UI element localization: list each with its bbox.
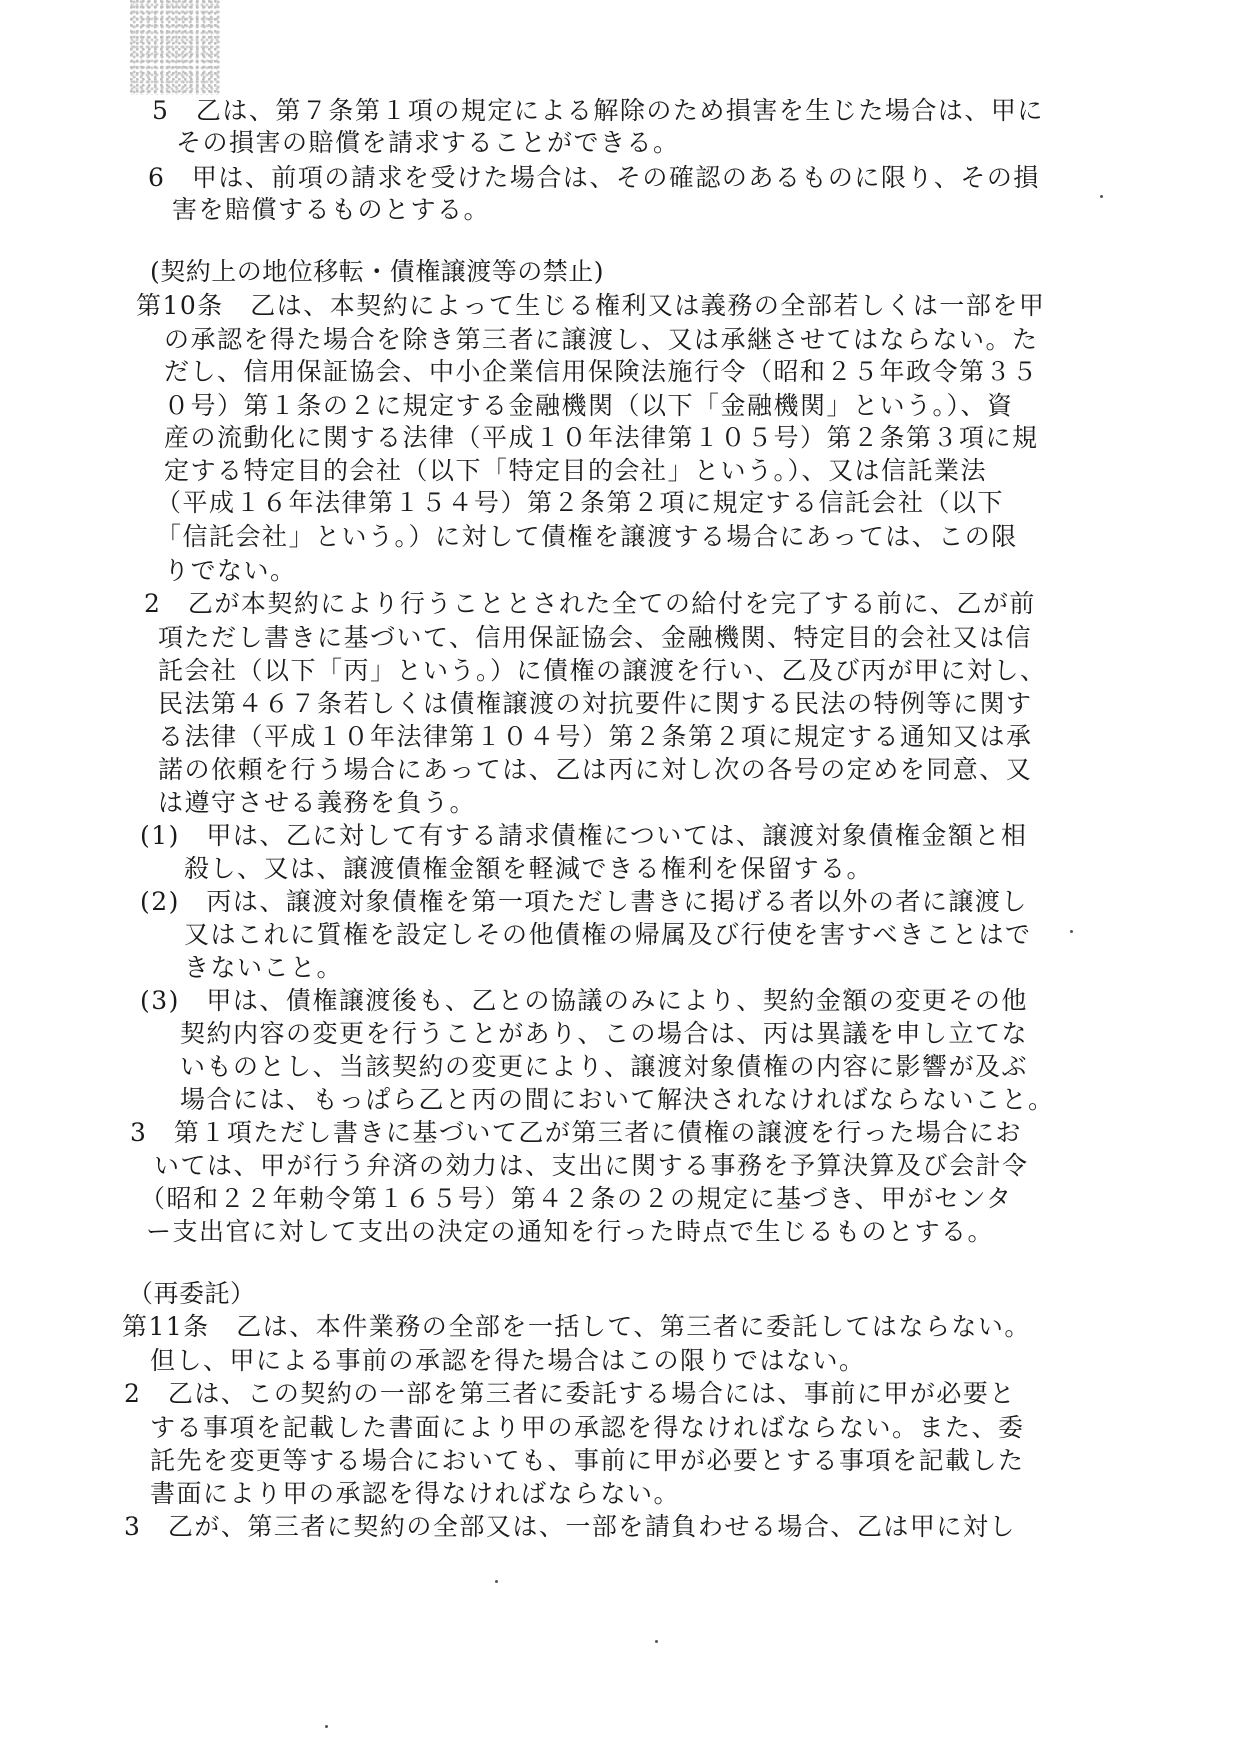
text-line: は遵守させる義務を負う。 bbox=[158, 788, 477, 817]
text-line: 託先を変更等する場合においても、事前に甲が必要とする事項を記載した bbox=[150, 1446, 1025, 1475]
text-line: 殺し、又は、譲渡債権金額を軽減できる権利を保留する。 bbox=[184, 854, 874, 883]
text-line: その損害の賠償を請求することができる。 bbox=[176, 128, 680, 157]
text-line: の承認を得た場合を除き第三者に譲渡し、又は承継させてはならない。た bbox=[164, 325, 1039, 354]
text-line: 「信託会社」という。）に対して債権を譲渡する場合にあっては、この限 bbox=[156, 522, 1018, 551]
text-line: （昭和２２年勅令第１６５号）第４２条の２の規定に基づき、甲がセンタ bbox=[140, 1184, 1013, 1213]
text-line: （平成１６年法律第１５４号）第２条第２項に規定する信託会社（以下 bbox=[156, 488, 1005, 517]
section-heading: （再委託） bbox=[128, 1279, 256, 1308]
item-line: (2) 丙は、譲渡対象債権を第一項ただし書きに掲げる者以外の者に譲渡し bbox=[140, 887, 1028, 916]
text-line: 又はこれに質権を設定しその他債権の帰属及び行使を害すべきことはで bbox=[184, 920, 1032, 949]
text-line: だし、信用保証協会、中小企業信用保険法施行令（昭和２５年政令第３５ bbox=[164, 357, 1039, 386]
scan-noise bbox=[130, 0, 220, 95]
article-line: 第10条 乙は、本契約によって生じる権利又は義務の全部若しくは一部を甲 bbox=[136, 291, 1046, 320]
text-line: 契約内容の変更を行うことがあり、この場合は、丙は異議を申し立てな bbox=[180, 1019, 1029, 1048]
article-line: 第11条 乙は、本件業務の全部を一括して、第三者に委託してはならない。 bbox=[122, 1312, 1031, 1341]
text-line: 書面により甲の承認を得なければならない。 bbox=[150, 1479, 681, 1508]
scan-speck bbox=[325, 1725, 328, 1728]
scan-speck bbox=[1070, 930, 1073, 933]
text-line: 害を賠償するものとする。 bbox=[172, 195, 491, 224]
scan-speck bbox=[495, 1580, 498, 1583]
text-line: 託会社（以下「丙」という。）に債権の譲渡を行い、乙及び丙が甲に対し、 bbox=[158, 656, 1047, 685]
item-line: (3) 甲は、債権譲渡後も、乙との協議のみにより、契約金額の変更その他 bbox=[140, 986, 1028, 1015]
text-line: 民法第４６７条若しくは債権譲渡の対抗要件に関する民法の特例等に関す bbox=[158, 689, 1033, 718]
section-heading: (契約上の地位移転・債権譲渡等の禁止) bbox=[150, 257, 605, 286]
text-line: する事項を記載した書面により甲の承認を得なければならない。また、委 bbox=[150, 1413, 1025, 1442]
paragraph-line: 3 乙が、第三者に契約の全部又は、一部を請負わせる場合、乙は甲に対し bbox=[124, 1512, 1016, 1541]
item-line: (1) 甲は、乙に対して有する請求債権については、譲渡対象債権金額と相 bbox=[140, 821, 1028, 850]
text-line: 5 乙は、第７条第１項の規定による解除のため損害を生じた場合は、甲に bbox=[152, 96, 1044, 125]
text-line: ー支出官に対して支出の決定の通知を行った時点で生じるものとする。 bbox=[146, 1217, 995, 1246]
scan-speck bbox=[655, 1640, 658, 1643]
paragraph-line: 2 乙は、この契約の一部を第三者に委託する場合には、事前に甲が必要と bbox=[124, 1379, 1016, 1408]
text-line: 項ただし書きに基づいて、信用保証協会、金融機関、特定目的会社又は信 bbox=[158, 623, 1033, 652]
text-line: 諾の依頼を行う場合にあっては、乙は丙に対し次の各号の定めを同意、又 bbox=[158, 755, 1033, 784]
text-line: る法律（平成１０年法律第１０４号）第２条第２項に規定する通知又は承 bbox=[158, 722, 1033, 751]
text-line: 定する特定目的会社（以下「特定目的会社」という。）、又は信託業法 bbox=[164, 456, 988, 485]
text-line: ０号）第１条の２に規定する金融機関（以下「金融機関」という。）、資 bbox=[164, 391, 1014, 420]
text-line: りでない。 bbox=[164, 556, 297, 585]
paragraph-line: 3 第１項ただし書きに基づいて乙が第三者に債権の譲渡を行った場合にお bbox=[130, 1118, 1022, 1147]
text-line: 場合には、もっぱら乙と丙の間において解決されなければならないこと。 bbox=[180, 1085, 1055, 1114]
text-line: いては、甲が行う弁済の効力は、支出に関する事務を予算決算及び会計令 bbox=[154, 1151, 1029, 1180]
text-line: いものとし、当該契約の変更により、譲渡対象債権の内容に影響が及ぶ bbox=[180, 1052, 1029, 1081]
paragraph-line: 2 乙が本契約により行うこととされた全ての給付を完了する前に、乙が前 bbox=[144, 589, 1036, 618]
scan-speck bbox=[1100, 195, 1103, 198]
text-line: きないこと。 bbox=[184, 953, 344, 982]
text-line: 産の流動化に関する法律（平成１０年法律第１０５号）第２条第３項に規 bbox=[164, 423, 1039, 452]
text-line: 但し、甲による事前の承認を得た場合はこの限りではない。 bbox=[150, 1346, 866, 1375]
text-line: 6 甲は、前項の請求を受けた場合は、その確認のあるものに限り、その損 bbox=[148, 163, 1040, 192]
